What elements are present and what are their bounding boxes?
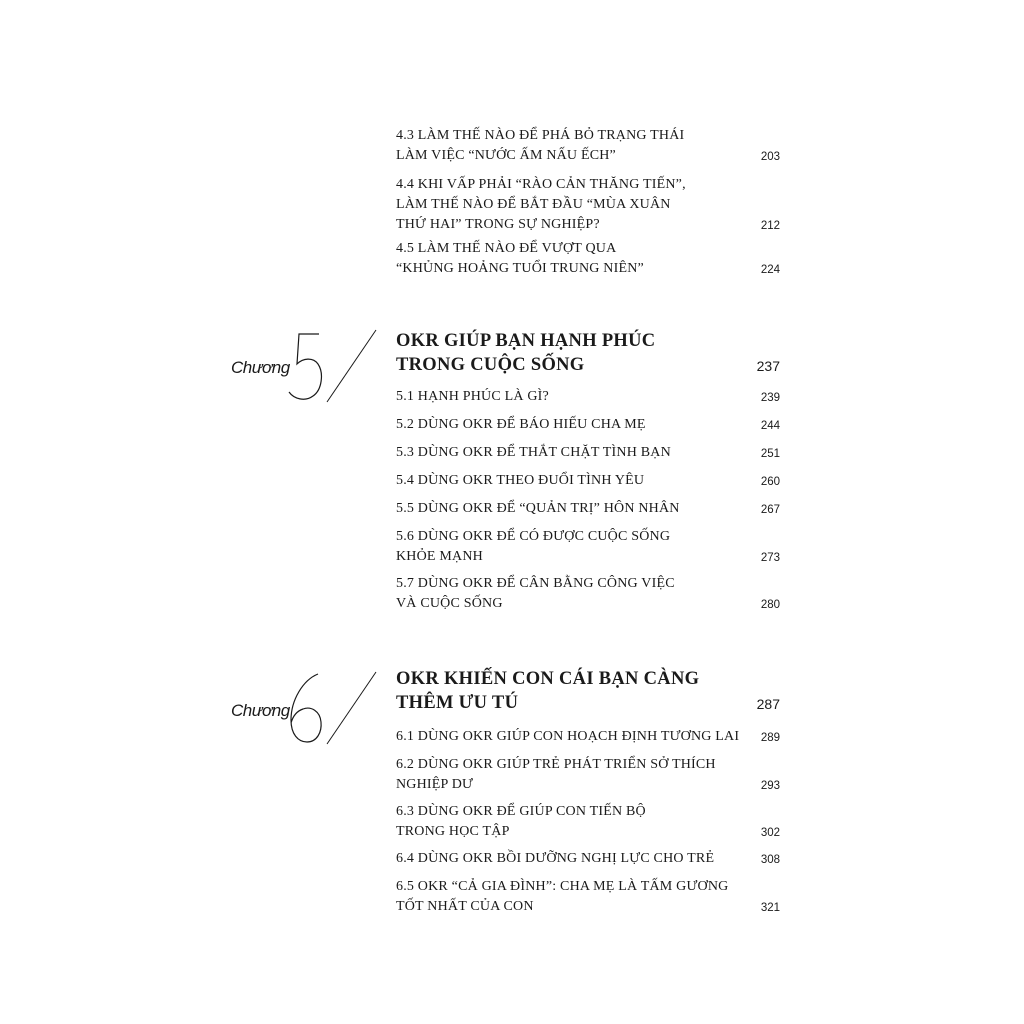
toc-entry-page-number: 224 — [760, 264, 780, 276]
toc-entry-page-number: 244 — [760, 420, 780, 432]
toc-entry-title: 5.4 DÙNG OKR THEO ĐUỔI TÌNH YÊU — [396, 473, 645, 488]
chapter-6-numeral-graphic — [231, 668, 381, 748]
toc-entry-page-number: 289 — [760, 732, 780, 744]
toc-entry-title: 5.2 DÙNG OKR ĐỂ BÁO HIẾU CHA MẸ — [396, 417, 646, 432]
toc-entry-6-5[interactable] — [396, 877, 782, 917]
toc-entry-5-4[interactable] — [396, 471, 782, 491]
chapter-title: OKR GIÚP BẠN HẠNH PHÚC TRONG CUỘC SỐNG — [396, 331, 656, 375]
toc-entry-title: 6.3 DÙNG OKR ĐỂ GIÚP CON TIẾN BỘ TRONG HỌC TẬP — [396, 804, 646, 839]
toc-entry-5-6[interactable] — [396, 527, 782, 567]
toc-entry-5-3[interactable] — [396, 443, 782, 463]
chapter-6-heading[interactable] — [396, 667, 782, 715]
toc-entry-page-number: 239 — [760, 392, 780, 404]
toc-entry-5-1[interactable] — [396, 387, 782, 407]
chapter-page-number: 287 — [756, 696, 780, 712]
toc-entry-title: 5.6 DÙNG OKR ĐỂ CÓ ĐƯỢC CUỘC SỐNG KHỎE MẠNH — [396, 529, 671, 564]
chapter-5-marker — [231, 328, 381, 408]
toc-entry-page-number: 251 — [760, 448, 780, 460]
toc-entry-page-number: 260 — [760, 476, 780, 488]
toc-entry-title: 5.5 DÙNG OKR ĐỂ “QUẢN TRỊ” HÔN NHÂN — [396, 501, 680, 516]
toc-entry-page-number: 308 — [760, 854, 780, 866]
toc-entry-page-number: 293 — [760, 780, 780, 792]
toc-entry-6-4[interactable] — [396, 849, 782, 869]
toc-entry-title: 6.5 OKR “CẢ GIA ĐÌNH”: CHA MẸ LÀ TẤM GƯƠNG TỐT NHẤT CỦA CON — [396, 879, 729, 914]
toc-entry-5-5[interactable] — [396, 499, 782, 519]
toc-entry-title: 4.3 LÀM THẾ NÀO ĐỂ PHÁ BỎ TRẠNG THÁI LÀM VIỆC “NƯỚC ẤM NẤU ẾCH” — [396, 128, 685, 163]
toc-entry-title: 6.1 DÙNG OKR GIÚP CON HOẠCH ĐỊNH TƯƠNG LAI — [396, 729, 740, 744]
toc-entry-4-4[interactable] — [396, 175, 782, 235]
chapter-page-number: 237 — [756, 358, 780, 374]
toc-entry-page-number: 321 — [760, 902, 780, 914]
chapter-5-numeral-graphic — [231, 328, 381, 408]
toc-entry-4-5[interactable] — [396, 239, 782, 279]
toc-entry-6-2[interactable] — [396, 755, 782, 795]
toc-entry-title: 6.4 DÙNG OKR BỒI DƯỠNG NGHỊ LỰC CHO TRẺ — [396, 851, 715, 866]
toc-entry-6-3[interactable] — [396, 802, 782, 842]
toc-entry-5-2[interactable] — [396, 415, 782, 435]
toc-entry-title: 4.4 KHI VẤP PHẢI “RÀO CẢN THĂNG TIẾN”, LÀM THẾ NÀO ĐỂ BẮT ĐẦU “MÙA XUÂN THỨ HAI” TRONG SỰ NGHIỆP? — [396, 177, 686, 232]
toc-entry-page-number: 302 — [760, 827, 780, 839]
toc-entry-page-number: 212 — [760, 220, 780, 232]
toc-entry-page-number: 203 — [760, 151, 780, 163]
toc-entry-title: 5.7 DÙNG OKR ĐỂ CÂN BẰNG CÔNG VIỆC VÀ CUỘC SỐNG — [396, 576, 675, 611]
toc-entry-title: 6.2 DÙNG OKR GIÚP TRẺ PHÁT TRIỂN SỞ THÍCH NGHIỆP DƯ — [396, 757, 716, 792]
toc-entry-page-number: 273 — [760, 552, 780, 564]
chapter-title: OKR KHIẾN CON CÁI BẠN CÀNG THÊM ƯU TÚ — [396, 669, 700, 713]
toc-entry-page-number: 267 — [760, 504, 780, 516]
toc-entry-title: 5.1 HẠNH PHÚC LÀ GÌ? — [396, 389, 549, 404]
toc-entry-6-1[interactable] — [396, 727, 782, 747]
toc-entry-5-7[interactable] — [396, 574, 782, 614]
chapter-label: Chương — [231, 358, 290, 377]
chapter-5-heading[interactable] — [396, 329, 782, 377]
toc-entry-title: 4.5 LÀM THẾ NÀO ĐỂ VƯỢT QUA “KHỦNG HOẢNG TUỔI TRUNG NIÊN” — [396, 241, 644, 276]
chapter-6-marker — [231, 668, 381, 748]
toc-entry-4-3[interactable] — [396, 126, 782, 166]
toc-entry-title: 5.3 DÙNG OKR ĐỂ THẮT CHẶT TÌNH BẠN — [396, 445, 671, 460]
toc-entry-page-number: 280 — [760, 599, 780, 611]
chapter-label: Chương — [231, 701, 290, 720]
